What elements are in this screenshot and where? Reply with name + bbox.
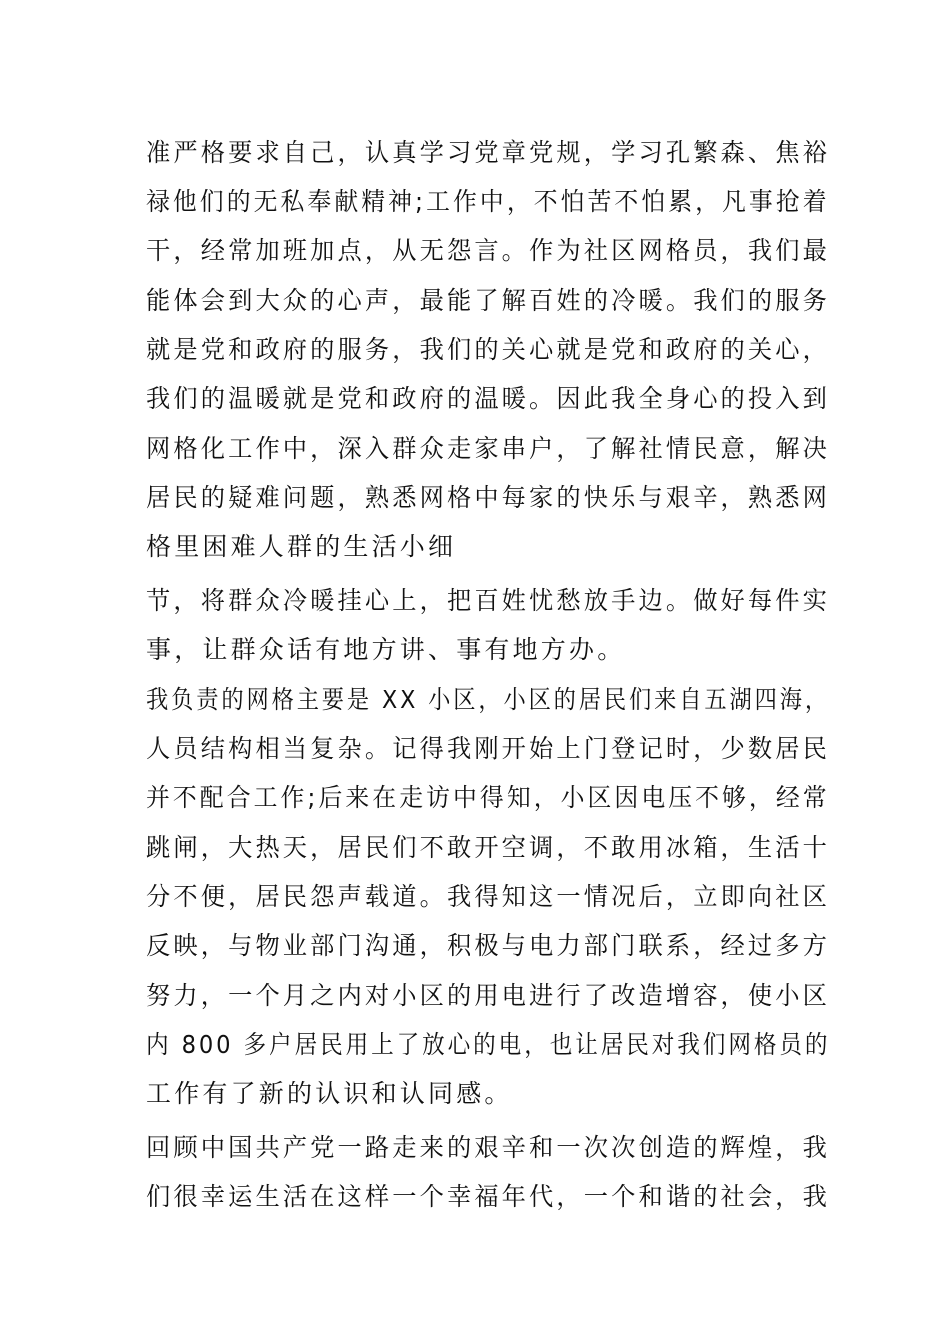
text-line: 人员结构相当复杂。记得我刚开始上门登记时，少数居民 [146, 734, 831, 763]
text-line: 格里困难人群的生活小细 [146, 532, 457, 561]
text-line: 回顾中国共产党一路走来的艰辛和一次次创造的辉煌，我 [146, 1133, 831, 1162]
text-line: 我负责的网格主要是 XX 小区，小区的居民们来自五湖四海， [146, 685, 830, 714]
text-line: 干，经常加班加点，从无怨言。作为社区网格员，我们最 [146, 236, 831, 265]
text-line: 跳闸，大热天，居民们不敢开空调，不敢用冰箱，生活十 [146, 833, 831, 862]
text-line: 事，让群众话有地方讲、事有地方办。 [146, 635, 626, 664]
text-line: 禄他们的无私奉献精神;工作中，不怕苦不怕累，凡事抢着 [146, 187, 830, 216]
text-line: 内 800 多户居民用上了放心的电，也让居民对我们网格员的 [146, 1030, 831, 1059]
text-line: 节，将群众冷暖挂心上，把百姓忧愁放手边。做好每件实 [146, 586, 831, 615]
text-line: 能体会到大众的心声，最能了解百姓的冷暖。我们的服务 [146, 286, 831, 315]
text-line: 并不配合工作;后来在走访中得知，小区因电压不够，经常 [146, 783, 830, 812]
text-line: 准严格要求自己，认真学习党章党规，学习孔繁森、焦裕 [146, 138, 831, 167]
text-line: 们很幸运生活在这样一个幸福年代，一个和谐的社会，我 [146, 1182, 831, 1211]
text-line: 分不便，居民怨声载道。我得知这一情况后，立即向社区 [146, 882, 831, 911]
text-line: 工作有了新的认识和认同感。 [146, 1079, 513, 1108]
text-line: 居民的疑难问题，熟悉网格中每家的快乐与艰辛，熟悉网 [146, 483, 831, 512]
text-line: 网格化工作中，深入群众走家串户，了解社情民意，解决 [146, 434, 831, 463]
text-line: 反映，与物业部门沟通，积极与电力部门联系，经过多方 [146, 931, 831, 960]
text-line: 就是党和政府的服务，我们的关心就是党和政府的关心， [146, 335, 831, 364]
text-line: 努力，一个月之内对小区的用电进行了改造增容，使小区 [146, 981, 831, 1010]
text-line: 我们的温暖就是党和政府的温暖。因此我全身心的投入到 [146, 384, 831, 413]
